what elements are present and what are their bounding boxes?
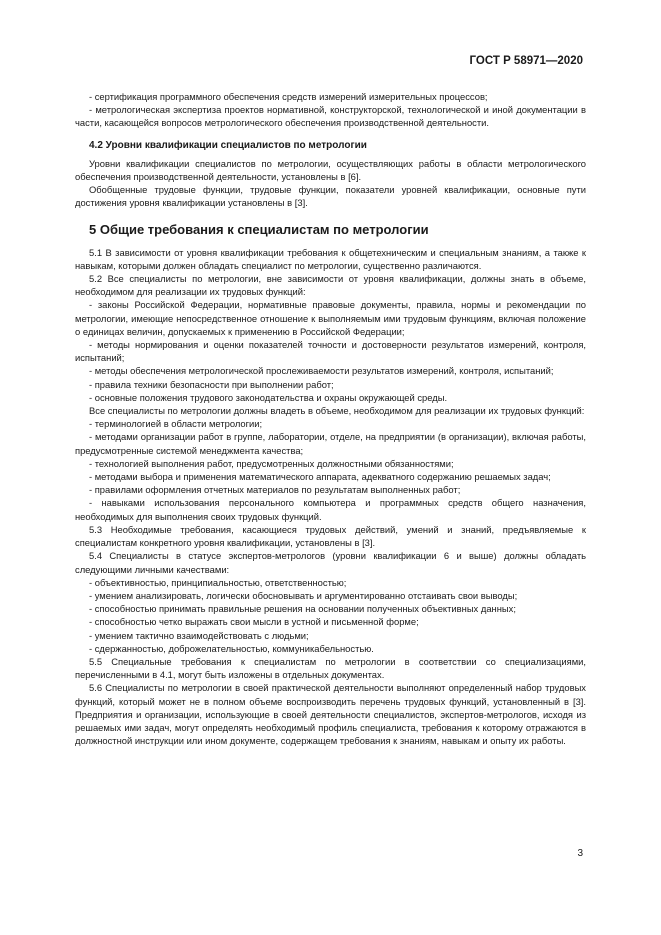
paragraph: - методы обеспечения метрологической прослеживаемости результатов измерений, контроля, испытаний; [89,365,554,377]
paragraph: - правилами оформления отчетных материалов по результатам выполненных работ; [89,484,461,496]
paragraph: - методы нормирования и оценки показателей точности и достоверности результатов измерений, контроля, испытаний; [75,339,586,364]
paragraph: - технологией выполнения работ, предусмотренных должностными обязанностями; [89,457,454,469]
document-body [75,90,586,747]
paragraph: - правила техники безопасности при выполнении работ; [89,378,334,390]
paragraph: - сертификация программного обеспечения средств измерений измерительных процессов; [89,91,488,102]
section-heading: 4.2 Уровни квалификации специалистов по метрологии [89,139,367,151]
section-heading: 5 Общие требования к специалистам по метрологии [89,221,429,237]
paragraph: - методами выбора и применения математического аппарата, адекватного содержанию решаемых задач; [89,471,551,483]
paragraph: - умением анализировать, логически обосновывать и аргументированно отстаивать свои выводы; [89,589,518,601]
paragraph: 5.6 Специалисты по метрологии в своей практической деятельности выполняют определенный набор трудовых функций, который может не в полном объеме воспроизводить перечень трудовых функций, установленный в [3]. Предприятия и организации, использующие в своей деятельности специалистов, экспертов-метрологов, исходя из решаемых ими задач, могут определять необходимый профиль специалиста, требования к которому отражаются в должностной инструкции или ином документе, содержащем требования к знаниям, навыкам и опыту их работы. [75,682,586,747]
paragraph: - законы Российской Федерации, нормативные правовые документы, правила, нормы и рекомендации по метрологии, имеющие непосредственное отношение к выполняемым ими трудовым функциям, включая положение о единицах величин, допускаемых к применению в Российской Федерации; [75,299,586,337]
paragraph: 5.3 Необходимые требования, касающиеся трудовых действий, умений и знаний, предъявляемые к специалистам конкретного уровня квалификации, установлены в [3]. [75,523,586,549]
paragraph: Все специалисты по метрологии должны владеть в объеме, необходимом для реализации их трудовых функций: [89,405,585,417]
document-code: ГОСТ Р 58971—2020 [469,55,583,67]
paragraph: - метрологическая экспертиза проектов нормативной, конструкторской, технологической и иной документации в части, касающейся вопросов метрологического обеспечения производственной деятельности. [75,104,586,129]
paragraph: - объективностью, принципиальностью, ответственностью; [89,576,347,588]
paragraph: 5.2 Все специалисты по метрологии, вне зависимости от уровня квалификации, должны знать в объеме, необходимом для реализации их трудовых функций: [75,273,586,298]
paragraph: Уровни квалификации специалистов по метрологии, осуществляющих работы в области метрологического обеспечения производственной деятельности, установлены в [6]. [75,157,586,183]
paragraph: - терминологией в области метрологии; [89,418,263,430]
paragraph: - способностью четко выражать свои мысли в устной и письменной форме; [89,616,419,628]
paragraph: - сдержанностью, доброжелательностью, коммуникабельностью. [89,642,374,654]
paragraph: - умением тактично взаимодействовать с людьми; [89,629,309,641]
paragraph: 5.4 Специалисты в статусе экспертов-метрологов (уровни квалификации 6 и выше) должны обладать следующими личными качествами: [75,550,586,575]
paragraph: 5.1 В зависимости от уровня квалификации требования к общетехническим и специальным знаниям, а также к навыкам, которыми должен обладать специалист по метрологии, существенно различаются. [75,246,586,271]
page-number: 3 [577,848,583,859]
paragraph: 5.5 Специальные требования к специалистам по метрологии в соответствии со специализациями, перечисленными в 4.1, могут быть изложены в отдельных документах. [75,655,586,681]
paragraph: - основные положения трудового законодательства и охраны окружающей среды. [89,391,448,403]
paragraph: Обобщенные трудовые функции, трудовые функции, показатели уровней квалификации, основные пути достижения уровня квалификации установлены в [3]. [75,184,586,209]
paragraph: - навыками использования персонального компьютера и программных средств общего назначения, необходимых для выполнения своих трудовых функций. [75,497,586,522]
paragraph: - способностью принимать правильные решения на основании полученных объективных данных; [89,603,516,615]
paragraph: - методами организации работ в группе, лаборатории, отделе, на предприятии (в организации), включая работы, предусмотренные системой менеджмента качества; [75,431,586,456]
